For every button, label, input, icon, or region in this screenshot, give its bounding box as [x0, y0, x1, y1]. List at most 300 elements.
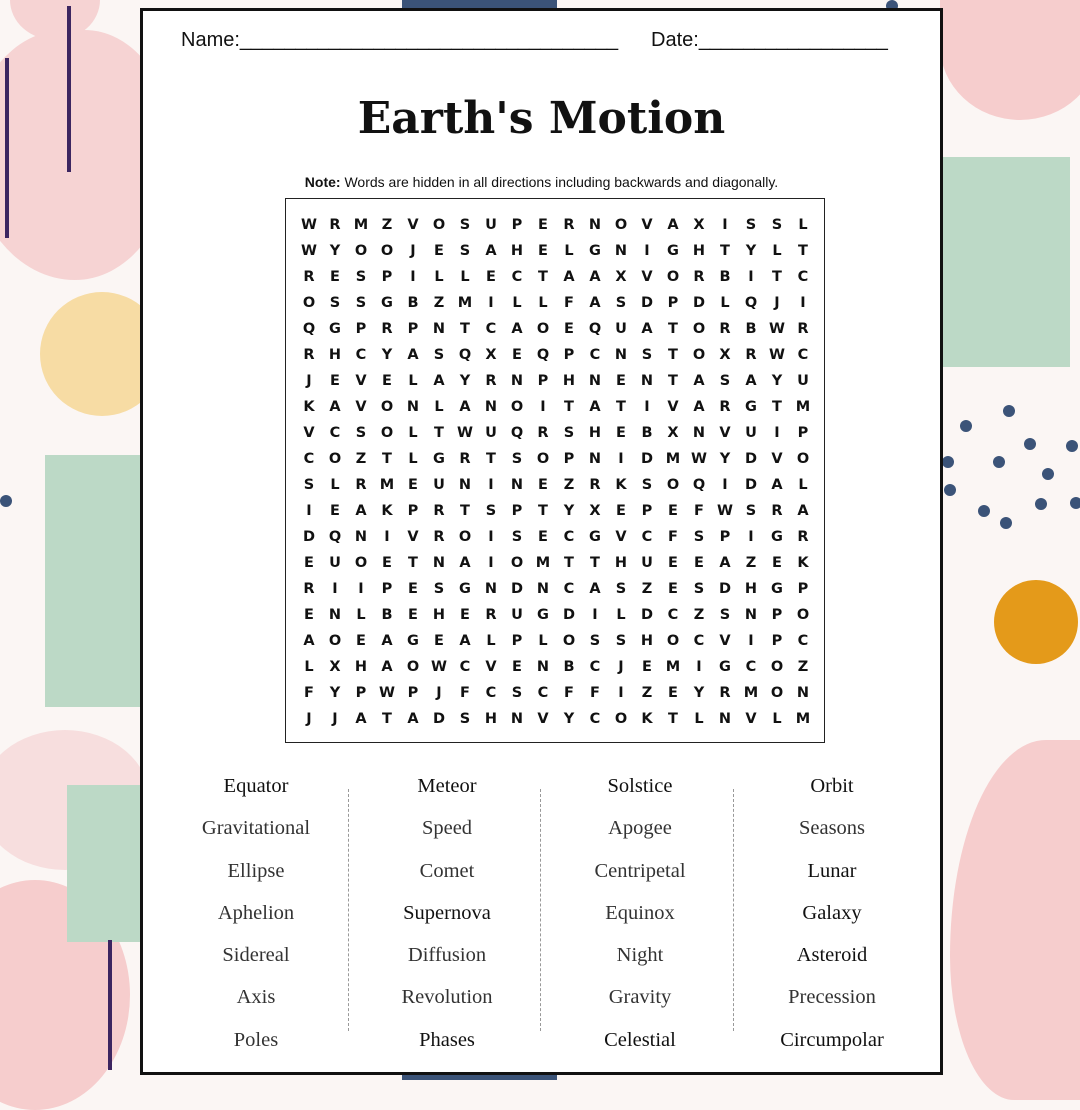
grid-letter[interactable]: Z — [641, 581, 653, 597]
grid-letter[interactable]: S — [745, 503, 757, 519]
grid-letter[interactable]: S — [459, 711, 471, 727]
grid-letter[interactable]: Y — [329, 243, 341, 259]
grid-letter[interactable]: P — [563, 451, 575, 467]
grid-letter[interactable]: J — [410, 243, 416, 259]
grid-letter[interactable]: I — [358, 581, 364, 597]
grid-letter[interactable]: A — [485, 243, 497, 259]
grid-letter[interactable]: O — [432, 217, 446, 233]
grid-letter[interactable]: D — [692, 295, 706, 311]
grid-letter[interactable]: X — [485, 347, 497, 363]
grid-letter[interactable]: E — [434, 243, 444, 259]
grid-letter[interactable]: P — [563, 347, 575, 363]
grid-letter[interactable]: O — [770, 685, 784, 701]
grid-letter[interactable]: O — [796, 451, 810, 467]
grid-letter[interactable]: C — [589, 711, 601, 727]
grid-letter[interactable]: X — [615, 269, 627, 285]
grid-letter[interactable]: E — [668, 581, 678, 597]
grid-letter[interactable]: D — [640, 607, 654, 623]
grid-letter[interactable]: P — [719, 529, 731, 545]
grid-letter[interactable]: C — [797, 347, 809, 363]
grid-letter[interactable]: H — [640, 633, 654, 649]
grid-letter[interactable]: B — [563, 659, 575, 675]
grid-letter[interactable]: N — [744, 607, 758, 623]
grid-letter[interactable]: A — [355, 503, 367, 519]
grid-letter[interactable]: Y — [329, 685, 341, 701]
grid-letter[interactable]: O — [692, 347, 706, 363]
grid-letter[interactable]: I — [488, 555, 494, 571]
grid-letter[interactable]: S — [719, 373, 731, 389]
grid-letter[interactable]: V — [537, 711, 549, 727]
grid-letter[interactable]: I — [644, 243, 650, 259]
grid-letter[interactable]: Z — [745, 555, 757, 571]
grid-letter[interactable]: W — [769, 321, 785, 337]
grid-letter[interactable]: C — [537, 685, 549, 701]
grid-letter[interactable]: R — [771, 503, 783, 519]
grid-letter[interactable]: D — [302, 529, 316, 545]
grid-letter[interactable]: C — [693, 633, 705, 649]
grid-letter[interactable]: N — [328, 607, 342, 623]
grid-letter[interactable]: M — [665, 451, 681, 467]
grid-letter[interactable]: R — [719, 321, 731, 337]
grid-letter[interactable]: K — [381, 503, 393, 519]
grid-letter[interactable]: N — [692, 425, 706, 441]
grid-letter[interactable]: G — [589, 243, 601, 259]
grid-letter[interactable]: N — [484, 399, 498, 415]
grid-letter[interactable]: O — [666, 477, 680, 493]
grid-letter[interactable]: O — [380, 399, 394, 415]
grid-letter[interactable]: D — [432, 711, 446, 727]
grid-letter[interactable]: M — [353, 217, 369, 233]
grid-letter[interactable]: Q — [744, 295, 758, 311]
grid-letter[interactable]: V — [485, 659, 497, 675]
grid-letter[interactable]: R — [563, 217, 575, 233]
grid-letter[interactable]: S — [745, 217, 757, 233]
grid-letter[interactable]: L — [356, 607, 366, 623]
grid-letter[interactable]: P — [511, 217, 523, 233]
grid-letter[interactable]: L — [772, 243, 782, 259]
grid-letter[interactable]: M — [535, 555, 551, 571]
grid-letter[interactable]: F — [590, 685, 600, 701]
grid-letter[interactable]: L — [538, 295, 548, 311]
grid-letter[interactable]: V — [615, 529, 627, 545]
grid-letter[interactable]: L — [538, 633, 548, 649]
grid-letter[interactable]: A — [693, 399, 705, 415]
grid-letter[interactable]: R — [719, 399, 731, 415]
grid-letter[interactable]: U — [641, 555, 653, 571]
grid-letter[interactable]: R — [459, 451, 471, 467]
grid-letter[interactable]: S — [485, 503, 497, 519]
grid-letter[interactable]: C — [563, 581, 575, 597]
grid-letter[interactable]: N — [718, 711, 732, 727]
grid-letter[interactable]: S — [641, 347, 653, 363]
grid-letter[interactable]: U — [485, 425, 497, 441]
grid-letter[interactable]: R — [355, 477, 367, 493]
grid-letter[interactable]: A — [693, 373, 705, 389]
grid-letter[interactable]: N — [458, 477, 472, 493]
grid-letter[interactable]: E — [330, 503, 340, 519]
grid-letter[interactable]: E — [512, 659, 522, 675]
grid-letter[interactable]: O — [302, 295, 316, 311]
grid-letter[interactable]: B — [719, 269, 731, 285]
grid-letter[interactable]: V — [355, 399, 367, 415]
grid-letter[interactable]: W — [717, 503, 733, 519]
grid-letter[interactable]: D — [640, 295, 654, 311]
grid-letter[interactable]: N — [354, 529, 368, 545]
grid-letter[interactable]: S — [693, 581, 705, 597]
grid-letter[interactable]: G — [407, 633, 419, 649]
grid-letter[interactable]: P — [537, 373, 549, 389]
grid-letter[interactable]: C — [303, 451, 315, 467]
grid-letter[interactable]: V — [719, 425, 731, 441]
grid-letter[interactable]: L — [564, 243, 574, 259]
grid-letter[interactable]: I — [488, 295, 494, 311]
grid-letter[interactable]: R — [719, 685, 731, 701]
grid-letter[interactable]: S — [355, 269, 367, 285]
grid-letter[interactable]: Y — [563, 503, 575, 519]
grid-letter[interactable]: Y — [563, 711, 575, 727]
grid-letter[interactable]: U — [329, 555, 341, 571]
grid-letter[interactable]: E — [538, 217, 548, 233]
grid-letter[interactable]: L — [512, 295, 522, 311]
grid-letter[interactable]: D — [718, 581, 732, 597]
grid-letter[interactable]: N — [510, 477, 524, 493]
grid-letter[interactable]: D — [744, 451, 758, 467]
grid-letter[interactable]: L — [486, 633, 496, 649]
grid-letter[interactable]: R — [797, 529, 809, 545]
grid-letter[interactable]: H — [692, 243, 706, 259]
grid-letter[interactable]: O — [536, 451, 550, 467]
grid-letter[interactable]: R — [797, 321, 809, 337]
grid-letter[interactable]: F — [460, 685, 470, 701]
grid-letter[interactable]: Z — [563, 477, 575, 493]
date-field[interactable] — [651, 29, 888, 52]
grid-letter[interactable]: S — [459, 243, 471, 259]
grid-letter[interactable]: S — [641, 477, 653, 493]
grid-letter[interactable]: S — [589, 633, 601, 649]
grid-letter[interactable]: T — [798, 243, 808, 259]
grid-letter[interactable]: V — [355, 373, 367, 389]
grid-letter[interactable]: C — [641, 529, 653, 545]
grid-letter[interactable]: P — [667, 295, 679, 311]
grid-letter[interactable]: E — [356, 633, 366, 649]
grid-letter[interactable]: O — [354, 243, 368, 259]
grid-letter[interactable]: G — [329, 321, 341, 337]
grid-letter[interactable]: G — [771, 581, 783, 597]
grid-letter[interactable]: Z — [381, 217, 393, 233]
grid-letter[interactable]: X — [693, 217, 705, 233]
grid-letter[interactable]: N — [614, 347, 628, 363]
grid-letter[interactable]: I — [748, 529, 754, 545]
grid-letter[interactable]: J — [436, 685, 442, 701]
grid-letter[interactable]: O — [380, 425, 394, 441]
grid-letter[interactable]: X — [719, 347, 731, 363]
grid-letter[interactable]: G — [537, 607, 549, 623]
grid-letter[interactable]: E — [304, 607, 314, 623]
grid-letter[interactable]: K — [303, 399, 315, 415]
grid-letter[interactable]: E — [668, 555, 678, 571]
grid-letter[interactable]: B — [407, 295, 419, 311]
grid-letter[interactable]: G — [589, 529, 601, 545]
grid-letter[interactable]: S — [355, 425, 367, 441]
grid-letter[interactable]: S — [433, 347, 445, 363]
grid-letter[interactable]: U — [485, 217, 497, 233]
grid-letter[interactable]: E — [668, 685, 678, 701]
grid-letter[interactable]: P — [355, 685, 367, 701]
grid-letter[interactable]: A — [459, 633, 471, 649]
grid-letter[interactable]: I — [384, 529, 390, 545]
grid-letter[interactable]: C — [563, 529, 575, 545]
grid-letter[interactable]: A — [329, 399, 341, 415]
grid-letter[interactable]: R — [485, 373, 497, 389]
grid-letter[interactable]: C — [355, 347, 367, 363]
grid-letter[interactable]: I — [800, 295, 806, 311]
grid-letter[interactable]: V — [771, 451, 783, 467]
grid-letter[interactable]: S — [511, 685, 523, 701]
grid-letter[interactable]: C — [797, 633, 809, 649]
grid-letter[interactable]: P — [511, 633, 523, 649]
grid-letter[interactable]: T — [382, 711, 392, 727]
grid-letter[interactable]: S — [329, 295, 341, 311]
grid-letter[interactable]: P — [771, 633, 783, 649]
grid-letter[interactable]: O — [796, 607, 810, 623]
grid-letter[interactable]: T — [772, 269, 782, 285]
grid-letter[interactable]: G — [433, 451, 445, 467]
grid-letter[interactable]: A — [407, 711, 419, 727]
grid-letter[interactable]: I — [488, 529, 494, 545]
grid-letter[interactable]: I — [644, 399, 650, 415]
grid-letter[interactable]: I — [618, 451, 624, 467]
grid-letter[interactable]: T — [434, 425, 444, 441]
grid-letter[interactable]: K — [797, 555, 809, 571]
grid-letter[interactable]: O — [328, 633, 342, 649]
grid-letter[interactable]: H — [432, 607, 446, 623]
grid-letter[interactable]: R — [589, 477, 601, 493]
grid-letter[interactable]: L — [434, 399, 444, 415]
grid-letter[interactable]: Y — [719, 451, 731, 467]
grid-letter[interactable]: N — [588, 373, 602, 389]
grid-letter[interactable]: S — [433, 581, 445, 597]
grid-letter[interactable]: A — [563, 269, 575, 285]
grid-letter[interactable]: A — [381, 633, 393, 649]
grid-letter[interactable]: L — [304, 659, 314, 675]
grid-letter[interactable]: N — [432, 321, 446, 337]
grid-letter[interactable]: D — [562, 607, 576, 623]
grid-letter[interactable]: T — [668, 373, 678, 389]
grid-letter[interactable]: U — [615, 321, 627, 337]
grid-letter[interactable]: S — [511, 529, 523, 545]
grid-letter[interactable]: E — [512, 347, 522, 363]
grid-letter[interactable]: Q — [588, 321, 602, 337]
grid-letter[interactable]: G — [381, 295, 393, 311]
grid-letter[interactable]: G — [745, 399, 757, 415]
grid-letter[interactable]: H — [562, 373, 576, 389]
grid-letter[interactable]: R — [433, 529, 445, 545]
grid-letter[interactable]: E — [616, 373, 626, 389]
grid-letter[interactable]: W — [301, 243, 317, 259]
grid-letter[interactable]: M — [665, 659, 681, 675]
grid-letter[interactable]: N — [510, 711, 524, 727]
grid-letter[interactable]: C — [589, 659, 601, 675]
grid-letter[interactable]: E — [408, 477, 418, 493]
grid-letter[interactable]: E — [616, 425, 626, 441]
grid-letter[interactable]: Q — [692, 477, 706, 493]
grid-letter[interactable]: H — [510, 243, 524, 259]
grid-letter[interactable]: I — [332, 581, 338, 597]
grid-letter[interactable]: N — [510, 373, 524, 389]
grid-letter[interactable]: A — [459, 399, 471, 415]
grid-letter[interactable]: E — [408, 607, 418, 623]
grid-letter[interactable]: P — [355, 321, 367, 337]
grid-letter[interactable]: O — [770, 659, 784, 675]
grid-letter[interactable]: Z — [433, 295, 445, 311]
grid-letter[interactable]: U — [797, 373, 809, 389]
name-field[interactable] — [181, 29, 618, 52]
grid-letter[interactable]: C — [459, 659, 471, 675]
grid-letter[interactable]: I — [540, 399, 546, 415]
grid-letter[interactable]: V — [303, 425, 315, 441]
grid-letter[interactable]: R — [381, 321, 393, 337]
grid-letter[interactable]: L — [460, 269, 470, 285]
grid-letter[interactable]: P — [407, 503, 419, 519]
grid-letter[interactable]: M — [795, 399, 811, 415]
grid-letter[interactable]: G — [771, 529, 783, 545]
grid-letter[interactable]: R — [745, 347, 757, 363]
grid-letter[interactable]: U — [745, 425, 757, 441]
grid-letter[interactable]: L — [616, 607, 626, 623]
grid-letter[interactable]: N — [588, 217, 602, 233]
grid-letter[interactable]: A — [667, 217, 679, 233]
grid-letter[interactable]: E — [772, 555, 782, 571]
grid-letter[interactable]: J — [306, 711, 312, 727]
grid-letter[interactable]: T — [564, 399, 574, 415]
grid-letter[interactable]: S — [615, 633, 627, 649]
grid-letter[interactable]: E — [330, 373, 340, 389]
grid-letter[interactable]: W — [457, 425, 473, 441]
grid-letter[interactable]: P — [407, 685, 419, 701]
grid-letter[interactable]: E — [382, 555, 392, 571]
grid-letter[interactable]: V — [667, 399, 679, 415]
grid-letter[interactable]: Q — [510, 425, 524, 441]
grid-letter[interactable]: M — [379, 477, 395, 493]
grid-letter[interactable]: W — [379, 685, 395, 701]
grid-letter[interactable]: S — [303, 477, 315, 493]
grid-letter[interactable]: J — [618, 659, 624, 675]
grid-letter[interactable]: A — [589, 581, 601, 597]
grid-letter[interactable]: E — [538, 243, 548, 259]
grid-letter[interactable]: A — [355, 711, 367, 727]
grid-letter[interactable]: E — [668, 503, 678, 519]
grid-letter[interactable]: C — [667, 607, 679, 623]
grid-letter[interactable]: A — [433, 373, 445, 389]
grid-letter[interactable]: P — [381, 581, 393, 597]
grid-letter[interactable]: M — [457, 295, 473, 311]
grid-letter[interactable]: H — [588, 425, 602, 441]
grid-letter[interactable]: Y — [459, 373, 471, 389]
grid-letter[interactable]: R — [537, 425, 549, 441]
grid-letter[interactable]: W — [691, 451, 707, 467]
grid-letter[interactable]: R — [329, 217, 341, 233]
grid-letter[interactable]: T — [668, 321, 678, 337]
grid-letter[interactable]: N — [796, 685, 810, 701]
grid-letter[interactable]: E — [460, 607, 470, 623]
grid-letter[interactable]: R — [303, 347, 315, 363]
grid-letter[interactable]: G — [719, 659, 731, 675]
grid-letter[interactable]: D — [510, 581, 524, 597]
grid-letter[interactable]: S — [771, 217, 783, 233]
grid-letter[interactable]: C — [511, 269, 523, 285]
grid-letter[interactable]: F — [668, 529, 678, 545]
grid-letter[interactable]: I — [722, 477, 728, 493]
grid-letter[interactable]: C — [329, 425, 341, 441]
grid-letter[interactable]: O — [406, 659, 420, 675]
grid-letter[interactable]: E — [330, 269, 340, 285]
grid-letter[interactable]: T — [720, 243, 730, 259]
grid-letter[interactable]: Z — [641, 685, 653, 701]
grid-letter[interactable]: I — [618, 685, 624, 701]
grid-letter[interactable]: G — [667, 243, 679, 259]
grid-letter[interactable]: A — [771, 477, 783, 493]
grid-letter[interactable]: N — [536, 659, 550, 675]
grid-letter[interactable]: T — [460, 321, 470, 337]
grid-letter[interactable]: F — [564, 685, 574, 701]
grid-letter[interactable]: B — [745, 321, 757, 337]
grid-letter[interactable]: O — [510, 555, 524, 571]
grid-letter[interactable]: Z — [797, 659, 809, 675]
grid-letter[interactable]: U — [511, 607, 523, 623]
grid-letter[interactable]: P — [797, 425, 809, 441]
grid-letter[interactable]: J — [306, 373, 312, 389]
grid-letter[interactable]: L — [694, 711, 704, 727]
grid-letter[interactable]: S — [355, 295, 367, 311]
grid-letter[interactable]: N — [432, 555, 446, 571]
grid-letter[interactable]: T — [772, 399, 782, 415]
grid-letter[interactable]: C — [485, 321, 497, 337]
grid-letter[interactable]: H — [614, 555, 628, 571]
grid-letter[interactable]: C — [745, 659, 757, 675]
grid-letter[interactable]: H — [484, 711, 498, 727]
grid-letter[interactable]: S — [615, 581, 627, 597]
grid-letter[interactable]: A — [745, 373, 757, 389]
grid-letter[interactable]: T — [668, 347, 678, 363]
grid-letter[interactable]: Z — [693, 607, 705, 623]
grid-letter[interactable]: I — [306, 503, 312, 519]
grid-letter[interactable]: O — [510, 399, 524, 415]
grid-letter[interactable]: I — [592, 607, 598, 623]
grid-letter[interactable]: L — [772, 711, 782, 727]
grid-letter[interactable]: L — [434, 269, 444, 285]
grid-letter[interactable]: C — [485, 685, 497, 701]
grid-letter[interactable]: O — [354, 555, 368, 571]
grid-letter[interactable]: A — [797, 503, 809, 519]
grid-letter[interactable]: A — [381, 659, 393, 675]
grid-letter[interactable]: T — [564, 555, 574, 571]
grid-letter[interactable]: P — [641, 503, 653, 519]
grid-letter[interactable]: P — [511, 503, 523, 519]
grid-letter[interactable]: P — [797, 581, 809, 597]
grid-letter[interactable]: V — [407, 529, 419, 545]
grid-letter[interactable]: L — [798, 477, 808, 493]
grid-letter[interactable]: C — [589, 347, 601, 363]
grid-letter[interactable]: F — [304, 685, 314, 701]
grid-letter[interactable]: O — [614, 217, 628, 233]
grid-letter[interactable]: J — [774, 295, 780, 311]
grid-letter[interactable]: N — [614, 243, 628, 259]
grid-letter[interactable]: O — [458, 529, 472, 545]
grid-letter[interactable]: L — [408, 373, 418, 389]
grid-letter[interactable]: T — [486, 451, 496, 467]
grid-letter[interactable]: I — [410, 269, 416, 285]
grid-letter[interactable]: I — [488, 477, 494, 493]
